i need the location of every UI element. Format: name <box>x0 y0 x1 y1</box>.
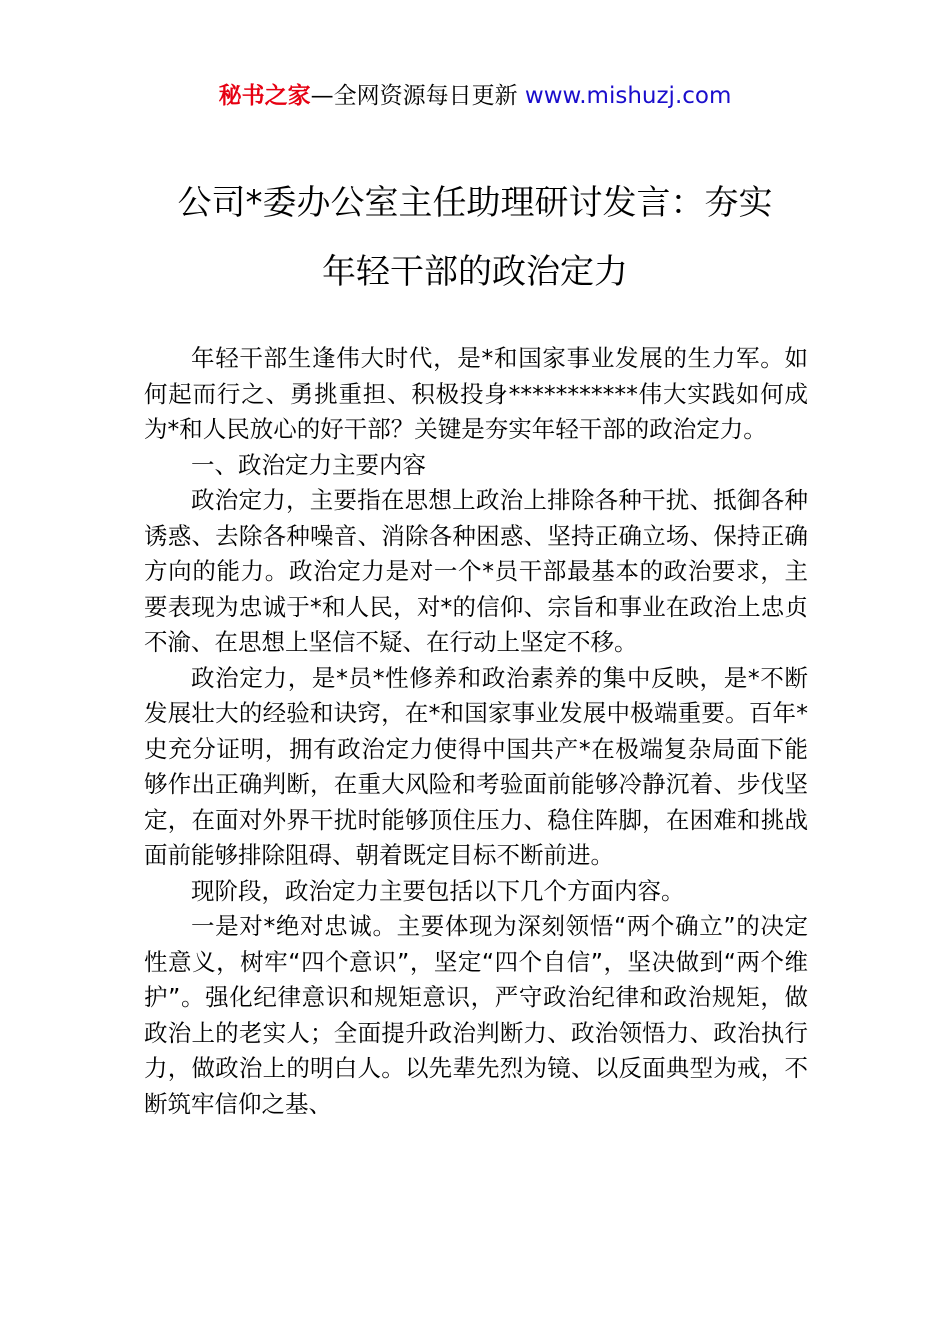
paragraph: 一是对*绝对忠诚。主要体现为深刻领悟“两个确立”的决定性意义，树牢“四个意识”，坚定“四个自信”，坚决做到“两个维护”。强化纪律意识和规矩意识，严守政治纪律和政治规矩，做政治上的老实人；全面提升政治判断力、政治领悟力、政治执行力，做政治上的明白人。以先辈先烈为镜、以反面典型为戒，不断筑牢信仰之基、 <box>144 912 808 1118</box>
site-brand: 秘书之家 <box>218 83 311 109</box>
site-tagline: —全网资源每日更新 <box>310 83 525 109</box>
paragraph: 政治定力，是*员*性修养和政治素养的集中反映，是*不断发展壮大的经验和诀窍，在*和国家事业发展中极端重要。百年*史充分证明，拥有政治定力使得中国共产*在极端复杂局面下能够作出正确判断，在重大风险和考验面前能够冷静沉着、步伐坚定，在面对外界干扰时能够顶住压力、稳住阵脚，在困难和挑战面前能够排除阻碍、朝着既定目标不断前进。 <box>144 663 808 869</box>
paragraph-intro: 年轻干部生逢伟大时代，是*和国家事业发展的生力军。如何起而行之、勇挑重担、积极投身***********伟大实践如何成为*和人民放心的好干部？关键是夯实年轻干部的政治定力。 <box>144 344 808 443</box>
site-url-link[interactable]: www.mishuzj.com <box>524 83 732 109</box>
paragraph: 现阶段，政治定力主要包括以下几个方面内容。 <box>191 876 685 905</box>
document-title-line-1: 公司*委办公室主任助理研讨发言：夯实 <box>177 183 773 223</box>
section-heading-1: 一、政治定力主要内容 <box>191 450 426 479</box>
paragraph: 政治定力，主要指在思想上政治上排除各种干扰、抵御各种诱惑、去除各种噪音、消除各种困惑、坚持正确立场、保持正确方向的能力。政治定力是对一个*员干部最基本的政治要求，主要表现为忠诚于*和人民，对*的信仰、宗旨和事业在政治上忠贞不渝、在思想上坚信不疑、在行动上坚定不移。 <box>144 486 808 656</box>
document-body <box>144 341 808 1122</box>
site-header <box>0 80 950 112</box>
document-title-line-2: 年轻干部的政治定力 <box>322 252 628 292</box>
